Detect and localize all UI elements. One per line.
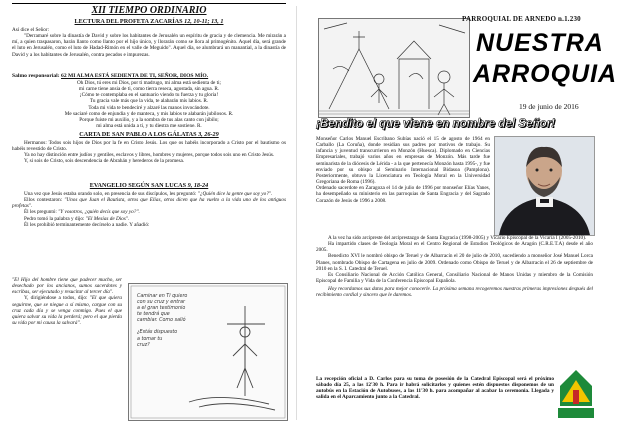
procession-drawing	[319, 19, 469, 117]
headline: ¡Bendito el que viene en nombre del Señor!	[316, 116, 555, 130]
reading2-text: Hermanos: Todos sois hijos de Dios por la fe en Cristo Jesús. Los que os habéis incorporado a Cristo por el bautismo os habéis revestido de Cristo. Ya no hay distinción entre judíos y gentiles, esclavos y libres, hombres y mujeres, porque todos sois uno en Cristo Jesús. Y, si sois de Cristo, sois descendencia de Abrahán y herederos de la promesa.	[12, 140, 286, 165]
reading1-text: Así dice el Señor: "Derramaré sobre la dinastía de David y sobre los habitantes de Jerusalén un espíritu de gracia y de clemencia. Me mirarán a mí, a quien traspasaron, harán llanto como llanto por el hijo único, y llorarán como se llora al primogénito. Aquel día, será grande el luto en Jerusalén, como el luto de Hadad-Rimón en el valle de Meguido". Aquel día, se alumbrará un manantial, a la dinastía de David y a los habitantes de Jerusalén, contra pecados e impurezas.	[12, 27, 286, 58]
sunday-title: XII TIEMPO ORDINARIO	[91, 5, 207, 16]
parish-label: PARROQUIAL DE ARNEDO n.1.230	[462, 15, 581, 23]
sketch-caption: Caminar en Ti quiero con su cruz y entrar a el gran testimonio te tendrá que cambiar. Como salió ¿Estás dispuesto a tomar tu cruz?	[137, 294, 188, 348]
masthead-nuestra: NUESTRA	[476, 29, 604, 57]
reception-notice: La recepción oficial a D. Carlos para su toma de posesión de la Catedral Episcopal será el próximo sábado día 25, a las 12'30 h. Para ir habrá solicitarlos y quienes estén dispuestos disponemos de un autobús en la Estación de Autobuses, a las 11'30 h. para acompañar al acabar la ceremonia. Llegada y salida en el Aparcamiento junto a la Catedral.	[316, 376, 554, 401]
bishop-portrait	[495, 137, 594, 235]
bio-text-top: Monseñor Carlos Manuel Escribano Subías nació el 15 de agosto de 1964 en Carballo (La Coruña), donde residían sus padres por motivos de trabajo. Su infancia y juventud transcurrieron en Monzón (Huesca). Diplomado en Ciencias Empresariales, trabajó varios años en empresas de Monzón. Más tarde fue seminarista de la diócesis de Lérida - a la que pertenecía Monzón hasta 1995-, y fue enviado por su obispo al Seminario Internacional Bidasoa (Pamplona). Posteriormente, obtuvo la Licenciatura en Teología Moral en la Universidad Gregoriana de Roma (1996). Ordenado sacerdote en Zaragoza el 14 de julio de 1996 por monseñor Elías Yanes, ha desempeñado su ministerio en las parroquias de Santa Engracia y del Sagrado Corazón de Jesús de 1996 a 2008.	[316, 136, 491, 204]
top-rule	[12, 3, 286, 4]
reading1-heading: LECTURA DEL PROFETA ZACARÍAS 12, 10-11; 13, 1	[74, 18, 224, 25]
gospel-text-top: Una vez que Jesús estaba orando solo, en presencia de sus discípulos, les preguntó: "¿Quién dice la gente que soy yo?". Ellos contestaron: "Unos que Juan el Bautista, otros que Elías, otros dicen que ha vuelto a la vida uno de los antiguos profetas". Él les preguntó: "Y vosotros, ¿quién decís que soy yo?". Pedro tomó la palabra y dijo: "El Mesías de Dios". Él les prohibió terminantemente decírselo a nadie. Y añadió:	[12, 191, 286, 228]
psalm-verses: Oh Dios, tú eres mi Dios, por ti madrugo, mi alma está sedienta de ti; mi carne tiene ansia de ti, como tierra reseca, agostada, sin agua. R. ¡Cómo te contemplaba en el santuario viendo tu fuerza y tu gloria! Tu gracia vale más que la vida, te alabarán mis labios. R. Toda mi vida te bendeciré y alzaré las manos invocándote. Me saciaré como de enjundia y de manteca, y mis labios te alabarán jubilosos. R. Porque fuiste mi auxilio, y a la sombra de tus alas canto con júbilo; mi alma está unida a ti, y tu diestra me sostiene. R.	[64, 80, 234, 130]
masthead-illustration	[318, 18, 470, 118]
bio-text-bottom: A la vez ha sido arcipreste del arciprestazgo de Santa Engracia (1998-2005) y Vicario Episcopal de la Vicaría I (2005-2010). Ha impartido clases de Teología Moral en el Centro Regional de Estudios Teológicos de Aragón (C.R.E.T.A) desde el año 2005. Benedicto XVI le nombró obispo de Teruel y de Albarracín el 20 de julio de 2010, sucediendo a monseñor José Manuel Lorca Planes, nombrado Obispo de Cartagena en julio de 2009. Ordenado como Obispo de Teruel y de Albarracín el 26 de septiembre de 2010 en la S. I. Catedral de Teruel. Es Consiliario Nacional de Acción Católica General, Consiliario Nacional de Manos Unidas y miembro de la Comisión Episcopal de Familia y Vida de la Conferencia Episcopal Española. Hoy recordamos sus datos para mejor conocerle. La próxima semana recogeremos nuestras primeras impresiones después del recibimiento cordial y sincero que le daremos.	[316, 235, 593, 299]
liturgy-column	[12, 0, 286, 427]
handdrawn-illustration	[128, 283, 288, 421]
column-divider	[296, 6, 297, 420]
logo-icon	[556, 368, 596, 420]
bishop-photo	[494, 136, 595, 236]
parish-column	[316, 0, 617, 427]
masthead-arroquia: ARROQUIA	[473, 60, 617, 88]
psalm-response: Salmo responsorial: 62 MI ALMA ESTÁ SEDIENTA DE TI, SEÑOR, DIOS MÍO.	[12, 73, 209, 79]
reading2-heading: CARTA DE SAN PABLO A LOS GÁLATAS 3, 26-29	[79, 131, 219, 138]
diocese-logo	[556, 368, 596, 420]
issue-date: 19 de junio de 2016	[519, 102, 579, 111]
gospel-heading: EVANGELIO SEGÚN SAN LUCAS 9, 18-24	[89, 182, 209, 189]
gospel-text-bottom: "El Hijo del hombre tiene que padecer mucho, ser desechado por los ancianos, sumos sacerdotes y escribas, ser ejecutado y resucitar al tercer día". Y, dirigiéndose a todos, dijo: "El que quiera seguirme, que se niegue a sí mismo, cargue con su cruz cada día y se venga conmigo. Pues el que quiera salvar su vida la perderá; pero el que pierda su vida por mi causa la salvará".	[12, 277, 123, 327]
